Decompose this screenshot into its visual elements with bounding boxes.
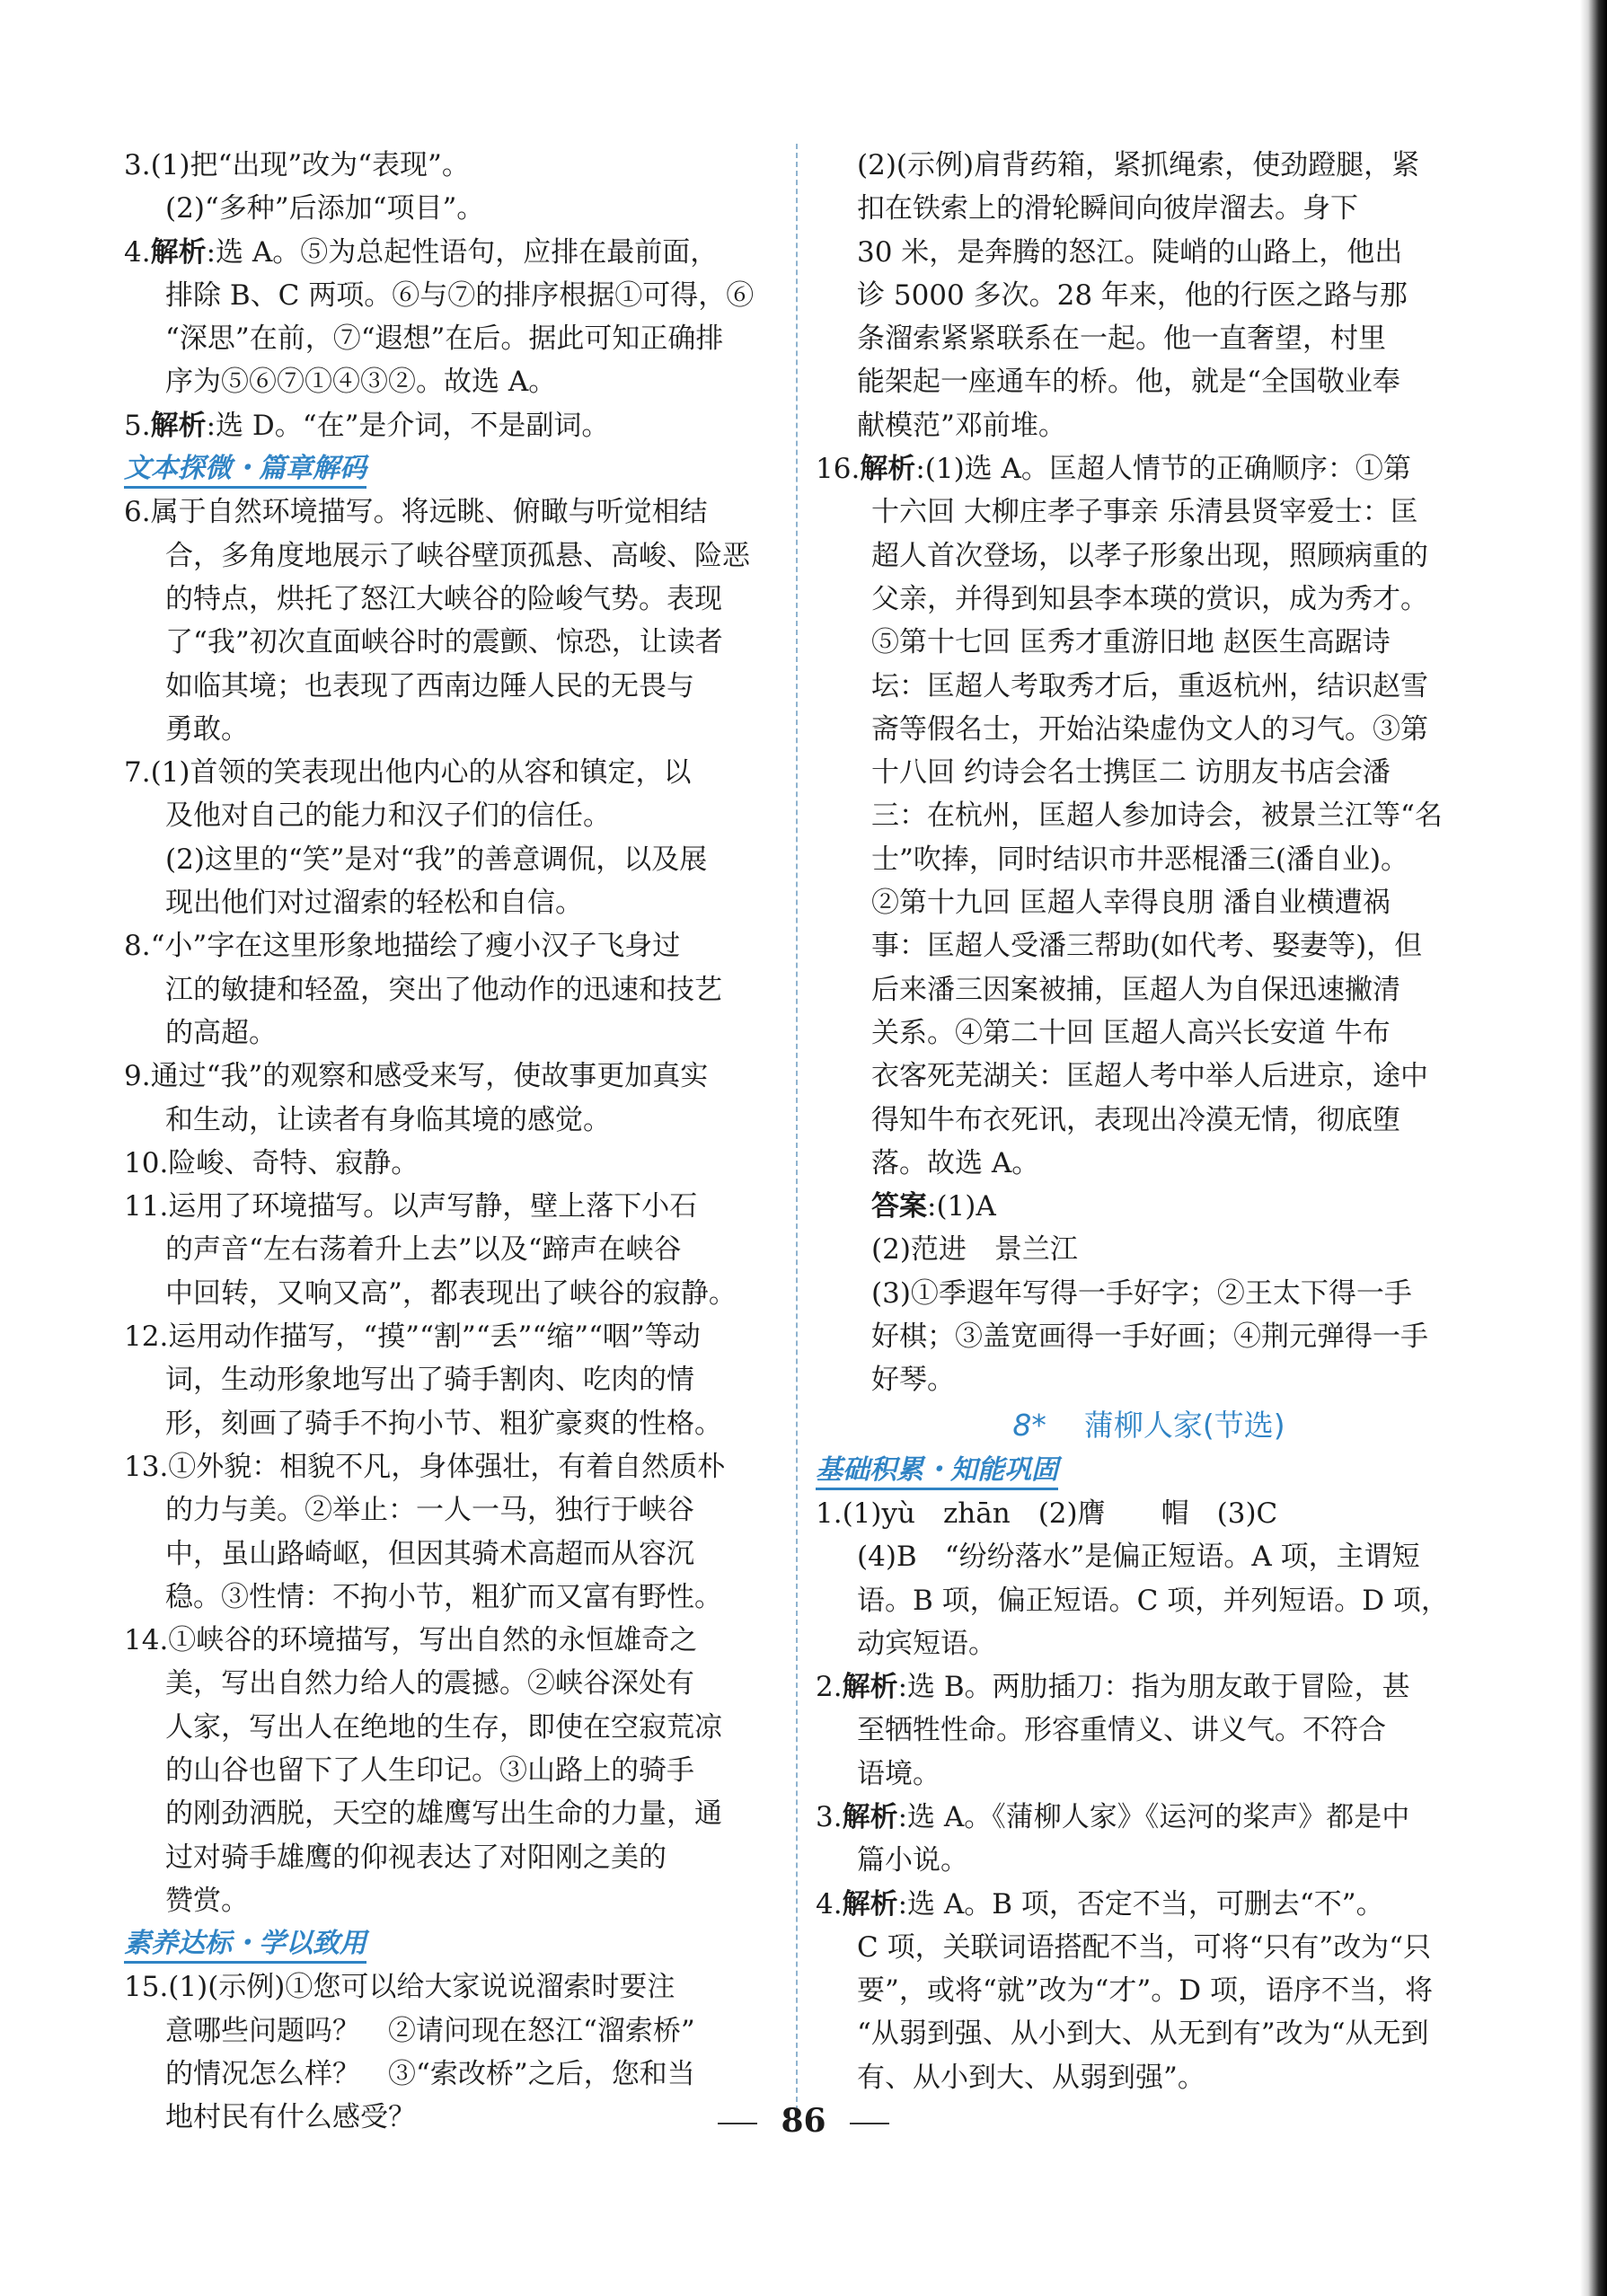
text-line <box>816 1709 1482 1752</box>
line-text: 15.(1)(示例)①您可以给大家说说溜索时要注 <box>124 1971 675 2004</box>
line-text: 三：在杭州，匡超人参加诗会，被景兰江等“名 <box>871 799 1443 833</box>
text-line <box>816 794 1482 837</box>
text-line <box>816 924 1482 967</box>
text-line <box>124 1099 790 1142</box>
text-line <box>816 1839 1482 1882</box>
line-text: :选 A。B 项，否定不当，可删去“不”。 <box>897 1887 1384 1921</box>
text-line <box>816 1926 1482 1969</box>
text-line <box>124 794 790 837</box>
line-text: 至牺牲性命。形容重情义、讲义气。不符合 <box>857 1714 1386 1747</box>
answer-label: 解析 <box>842 1887 898 1921</box>
line-text: :选 A。《蒲柳人家》《运河的桨声》都是中 <box>897 1800 1410 1833</box>
item-number: 4. <box>124 235 151 269</box>
text-line <box>124 621 790 664</box>
page-number-value: 86 <box>781 2102 826 2140</box>
line-text: 超人首次登场，以孝子形象出现，照顾病重的 <box>871 539 1428 572</box>
text-line <box>816 1535 1482 1578</box>
text-line <box>124 490 790 534</box>
text-line <box>124 1488 790 1532</box>
answer-label: 解析 <box>860 453 916 486</box>
line-text: 有、从小到大、从弱到强”。 <box>857 2061 1205 2094</box>
line-text: 地村民有什么感受？ <box>165 2101 416 2134</box>
section-heading <box>124 447 790 490</box>
text-line <box>816 1228 1482 1271</box>
line-text: (2)(示例)肩背药箱，紧抓绳索，使劲蹬腿，紧 <box>857 149 1420 181</box>
line-text: 坛：匡超人考取秀才后，重返杭州，结识赵雪 <box>871 669 1428 702</box>
text-line <box>124 1272 790 1315</box>
line-text: 衣客死芜湖关：匡超人考中举人后进京，途中 <box>871 1060 1428 1093</box>
text-line <box>124 404 790 447</box>
text-line <box>816 751 1482 794</box>
lesson-title-text: 蒲柳人家(节选) <box>1083 1407 1285 1443</box>
lesson-title <box>816 1402 1482 1449</box>
line-text: 江的敏捷和轻盈，突出了他动作的迅速和技艺 <box>165 973 722 1006</box>
line-text: 合，多角度地展示了峡谷壁顶孤悬、高峻、险恶 <box>165 539 750 572</box>
line-text: 篇小说。 <box>857 1844 968 1877</box>
line-text: :(1)选 A。匡超人情节的正确顺序：①第 <box>915 453 1411 486</box>
line-text: ⑤第十七回 匡秀才重游旧地 赵医生高踞诗 <box>871 626 1391 659</box>
text-line <box>124 1185 790 1228</box>
answer-label: 解析 <box>150 409 207 442</box>
line-text: 和生动，让读者有身临其境的感觉。 <box>165 1103 611 1136</box>
text-line <box>816 1665 1482 1709</box>
text-line <box>816 490 1482 534</box>
line-text: 扣在铁索上的滑轮瞬间向彼岸溜去。身下 <box>857 192 1358 225</box>
text-line <box>816 1358 1482 1401</box>
text-line <box>816 274 1482 317</box>
text-line <box>124 1445 790 1488</box>
answer-label: 解析 <box>842 1671 898 1704</box>
item-number: 4. <box>816 1887 843 1921</box>
line-text: 现出他们对过溜索的轻松和自信。 <box>165 887 583 920</box>
line-text: 9.通过“我”的观察和感受来写，使故事更加真实 <box>124 1060 709 1093</box>
line-text: 十八回 约诗会名士携匡二 访朋友书店会潘 <box>871 756 1391 790</box>
line-text: 能架起一座通车的桥。他，就是“全国敬业奉 <box>857 366 1400 399</box>
line-text: 美，写出自然力给人的震撼。②峡谷深处有 <box>165 1667 694 1700</box>
text-line <box>124 1011 790 1055</box>
line-text: 序为⑤⑥⑦①④③②。故选 A。 <box>165 366 557 399</box>
line-text: 11.运用了环境描写。以声写静，壁上落下小石 <box>124 1190 698 1223</box>
text-line <box>124 751 790 794</box>
text-line <box>124 360 790 403</box>
line-text: 赞赏。 <box>165 1884 249 1917</box>
text-line <box>816 621 1482 664</box>
text-line <box>816 187 1482 230</box>
text-line <box>124 2053 790 2096</box>
text-line <box>816 708 1482 751</box>
line-text: 3.(1)把“出现”改为“表现”。 <box>124 149 470 181</box>
text-line <box>124 578 790 621</box>
text-line <box>124 1619 790 1662</box>
line-text: 事：匡超人受潘三帮助(如代考、娶妻等)，但 <box>871 930 1423 963</box>
line-text: C 项，关联词语搭配不当，可将“只有”改为“只 <box>857 1930 1432 1964</box>
line-text: 8.“小”字在这里形象地描绘了瘦小汉子飞身过 <box>124 930 681 963</box>
line-text: 父亲，并得到知县李本瑛的赏识，成为秀才。 <box>871 582 1428 615</box>
text-line <box>816 1315 1482 1358</box>
line-text: 7.(1)首领的笑表现出他内心的从容和镇定，以 <box>124 756 692 790</box>
line-text: (2)这里的“笑”是对“我”的善意调侃，以及展 <box>165 843 708 876</box>
section-heading <box>816 1449 1482 1492</box>
text-line <box>816 534 1482 578</box>
lesson-number: 8* <box>1012 1407 1046 1443</box>
line-text: 词，生动形象地写出了骑手割肉、吃肉的情 <box>165 1364 694 1397</box>
text-line <box>816 1142 1482 1185</box>
line-text: 10.险峻、奇特、寂静。 <box>124 1146 419 1179</box>
text-line <box>124 1228 790 1271</box>
text-line <box>124 665 790 708</box>
line-text: 好棋；③盖宽画得一手好画；④荆元弹得一手 <box>871 1320 1428 1354</box>
text-line <box>816 1011 1482 1055</box>
text-line <box>124 968 790 1011</box>
text-line <box>816 881 1482 924</box>
text-line <box>816 665 1482 708</box>
answer-label: 答案 <box>871 1190 927 1223</box>
item-number: 5. <box>124 409 151 442</box>
text-line <box>816 144 1482 187</box>
line-text: 形，刻画了骑手不拘小节、粗犷豪爽的性格。 <box>165 1407 722 1440</box>
section-heading-text: 基础积累・知能巩固 <box>816 1454 1058 1490</box>
text-line <box>124 1965 790 2009</box>
line-text: 及他对自己的能力和汉子们的信任。 <box>165 799 611 833</box>
line-text: 的高超。 <box>165 1016 277 1049</box>
line-text: 中，虽山路崎岖，但因其骑术高超而从容沉 <box>165 1537 694 1570</box>
text-line <box>816 231 1482 274</box>
line-text: 的刚劲洒脱，天空的雄鹰写出生命的力量，通 <box>165 1797 722 1831</box>
text-line <box>124 1055 790 1098</box>
line-text: 落。故选 A。 <box>871 1146 1040 1179</box>
line-text: 的山谷也留下了人生印记。③山路上的骑手 <box>165 1753 694 1787</box>
text-line <box>124 1836 790 1879</box>
section-heading-text: 文本探微・篇章解码 <box>124 453 366 489</box>
text-line <box>816 1185 1482 1228</box>
line-text: 条溜索紧紧联系在一起。他一直奢望，村里 <box>857 322 1386 356</box>
line-text: 语境。 <box>857 1757 940 1790</box>
text-line <box>124 1576 790 1619</box>
text-line <box>124 1315 790 1358</box>
left-column <box>124 144 790 2140</box>
text-line <box>124 144 790 187</box>
text-line <box>816 2056 1482 2099</box>
column-divider <box>796 144 798 2129</box>
line-text: 关系。④第二十回 匡超人高兴长安道 牛布 <box>871 1016 1391 1049</box>
text-line <box>816 838 1482 881</box>
item-number: 2. <box>816 1671 843 1704</box>
line-text: 十六回 大柳庄孝子事亲 乐清县贤宰爱士：匡 <box>871 496 1418 529</box>
line-text: :(1)A <box>927 1190 996 1223</box>
line-text: 过对骑手雄鹰的仰视表达了对阳刚之美的 <box>165 1841 667 1874</box>
line-text: “从弱到强、从小到大、从无到有”改为“从无到 <box>857 2018 1429 2051</box>
text-line <box>816 447 1482 490</box>
text-line <box>816 1753 1482 1796</box>
answer-label: 解析 <box>150 235 207 269</box>
text-line <box>124 274 790 317</box>
text-line <box>124 1402 790 1445</box>
text-line <box>816 1055 1482 1098</box>
text-line <box>124 1358 790 1401</box>
line-text: (3)①季遐年写得一手好字；②王太下得一手 <box>871 1276 1412 1310</box>
line-text: 语。B 项，偏正短语。C 项，并列短语。D 项， <box>857 1584 1449 1617</box>
text-line <box>816 1969 1482 2012</box>
line-text: 诊 5000 多次。28 年来，他的行医之路与那 <box>857 278 1408 312</box>
item-number: 16. <box>816 453 861 486</box>
text-line <box>124 1142 790 1185</box>
line-text: 人家，写出人在绝地的生存，即使在空寂荒凉 <box>165 1710 722 1744</box>
text-line <box>816 404 1482 447</box>
line-text: 14.①峡谷的环境描写，写出自然的永恒雄奇之 <box>124 1624 698 1657</box>
line-text: 勇敢。 <box>165 712 249 746</box>
line-text: 后来潘三因案被捕，匡超人为自保迅速撇清 <box>871 973 1400 1006</box>
text-line <box>124 187 790 230</box>
line-text: 要”，或将“就”改为“才”。D 项，语序不当，将 <box>857 1974 1433 2008</box>
text-line <box>816 317 1482 360</box>
line-text: 的特点，烘托了怒江大峡谷的险峻气势。表现 <box>165 582 722 615</box>
line-text: :选 A。⑤为总起性语句，应排在最前面， <box>206 235 719 269</box>
text-line <box>124 1879 790 1922</box>
text-line <box>816 1099 1482 1142</box>
line-text: 13.①外貌：相貌不凡，身体强壮，有着自然质朴 <box>124 1450 726 1483</box>
line-text: 好琴。 <box>871 1364 955 1397</box>
line-text: 士”吹捧，同时结识市井恶棍潘三(潘自业)。 <box>871 843 1409 876</box>
line-text: 了“我”初次直面峡谷时的震颤、惊恐，让读者 <box>165 626 723 659</box>
text-line <box>816 1796 1482 1839</box>
text-line <box>124 708 790 751</box>
line-text: 的声音“左右荡着升上去”以及“蹄声在峡谷 <box>165 1233 682 1267</box>
line-text: 的力与美。②举止：一人一马，独行于峡谷 <box>165 1494 694 1527</box>
text-line <box>124 1706 790 1749</box>
text-line <box>124 1532 790 1576</box>
text-line <box>124 2009 790 2053</box>
text-line <box>816 968 1482 1011</box>
text-line <box>816 1272 1482 1315</box>
text-line <box>124 924 790 967</box>
line-text: 排除 B、C 两项。⑥与⑦的排序根据①可得，⑥ <box>165 278 755 312</box>
scan-edge-shadow <box>1580 0 1607 2296</box>
page-number <box>0 2102 1607 2140</box>
line-text: 动宾短语。 <box>857 1627 996 1660</box>
text-line <box>124 317 790 360</box>
text-line <box>816 2012 1482 2055</box>
text-line <box>816 1883 1482 1926</box>
section-heading-text: 素养达标・学以致用 <box>124 1928 366 1964</box>
page-number-dash-left <box>718 2123 757 2124</box>
line-text: 如临其境；也表现了西南边陲人民的无畏与 <box>165 669 694 702</box>
line-text: 献模范”邓前堆。 <box>857 409 1066 442</box>
line-text: 30 米，是奔腾的怒江。陡峭的山路上，他出 <box>857 235 1403 269</box>
text-line <box>124 881 790 924</box>
text-line <box>816 578 1482 621</box>
line-text: 1.(1)yù zhān (2)膺 帽 (3)C <box>816 1497 1278 1530</box>
line-text: :选 B。两肋插刀：指为朋友敢于冒险，甚 <box>897 1671 1410 1704</box>
line-text: 12.运用动作描写，“摸”“割”“丢”“缩”“咽”等动 <box>124 1320 701 1354</box>
text-line <box>816 1579 1482 1622</box>
line-text: :选 D。“在”是介词，不是副词。 <box>206 409 610 442</box>
line-text: 意哪些问题吗？ ②请问现在怒江“溜索桥” <box>165 2014 695 2047</box>
text-line <box>816 1622 1482 1665</box>
line-text: (2)“多种”后添加“项目”。 <box>165 192 485 225</box>
line-text: (2)范进 景兰江 <box>871 1233 1078 1267</box>
line-text: 斋等假名士，开始沾染虚伪文人的习气。③第 <box>871 712 1428 746</box>
text-line <box>124 534 790 578</box>
text-line <box>124 838 790 881</box>
line-text: ②第十九回 匡超人幸得良朋 潘自业横遭祸 <box>871 887 1391 920</box>
item-number: 3. <box>816 1800 843 1833</box>
line-text: 稳。③性情：不拘小节，粗犷而又富有野性。 <box>165 1580 722 1613</box>
text-line <box>124 1749 790 1792</box>
right-column <box>816 144 1482 2099</box>
line-text: 6.属于自然环境描写。将远眺、俯瞰与听觉相结 <box>124 496 708 529</box>
page-number-dash-right <box>850 2123 889 2124</box>
text-line <box>816 1492 1482 1535</box>
line-text: 的情况怎么样？ ③“索改桥”之后，您和当 <box>165 2058 695 2091</box>
line-text: 得知牛布衣死讯，表现出冷漠无情，彻底堕 <box>871 1103 1400 1136</box>
line-text: “深思”在前，⑦“遐想”在后。据此可知正确排 <box>165 322 724 356</box>
answer-label: 解析 <box>842 1800 898 1833</box>
line-text: 中回转，又响又高”，都表现出了峡谷的寂静。 <box>165 1276 737 1310</box>
text-line <box>124 231 790 274</box>
line-text: (4)B “纷纷落水”是偏正短语。A 项，主谓短 <box>857 1541 1420 1574</box>
text-line <box>816 360 1482 403</box>
section-heading <box>124 1922 790 1965</box>
text-line <box>124 1792 790 1835</box>
text-line <box>124 1662 790 1705</box>
